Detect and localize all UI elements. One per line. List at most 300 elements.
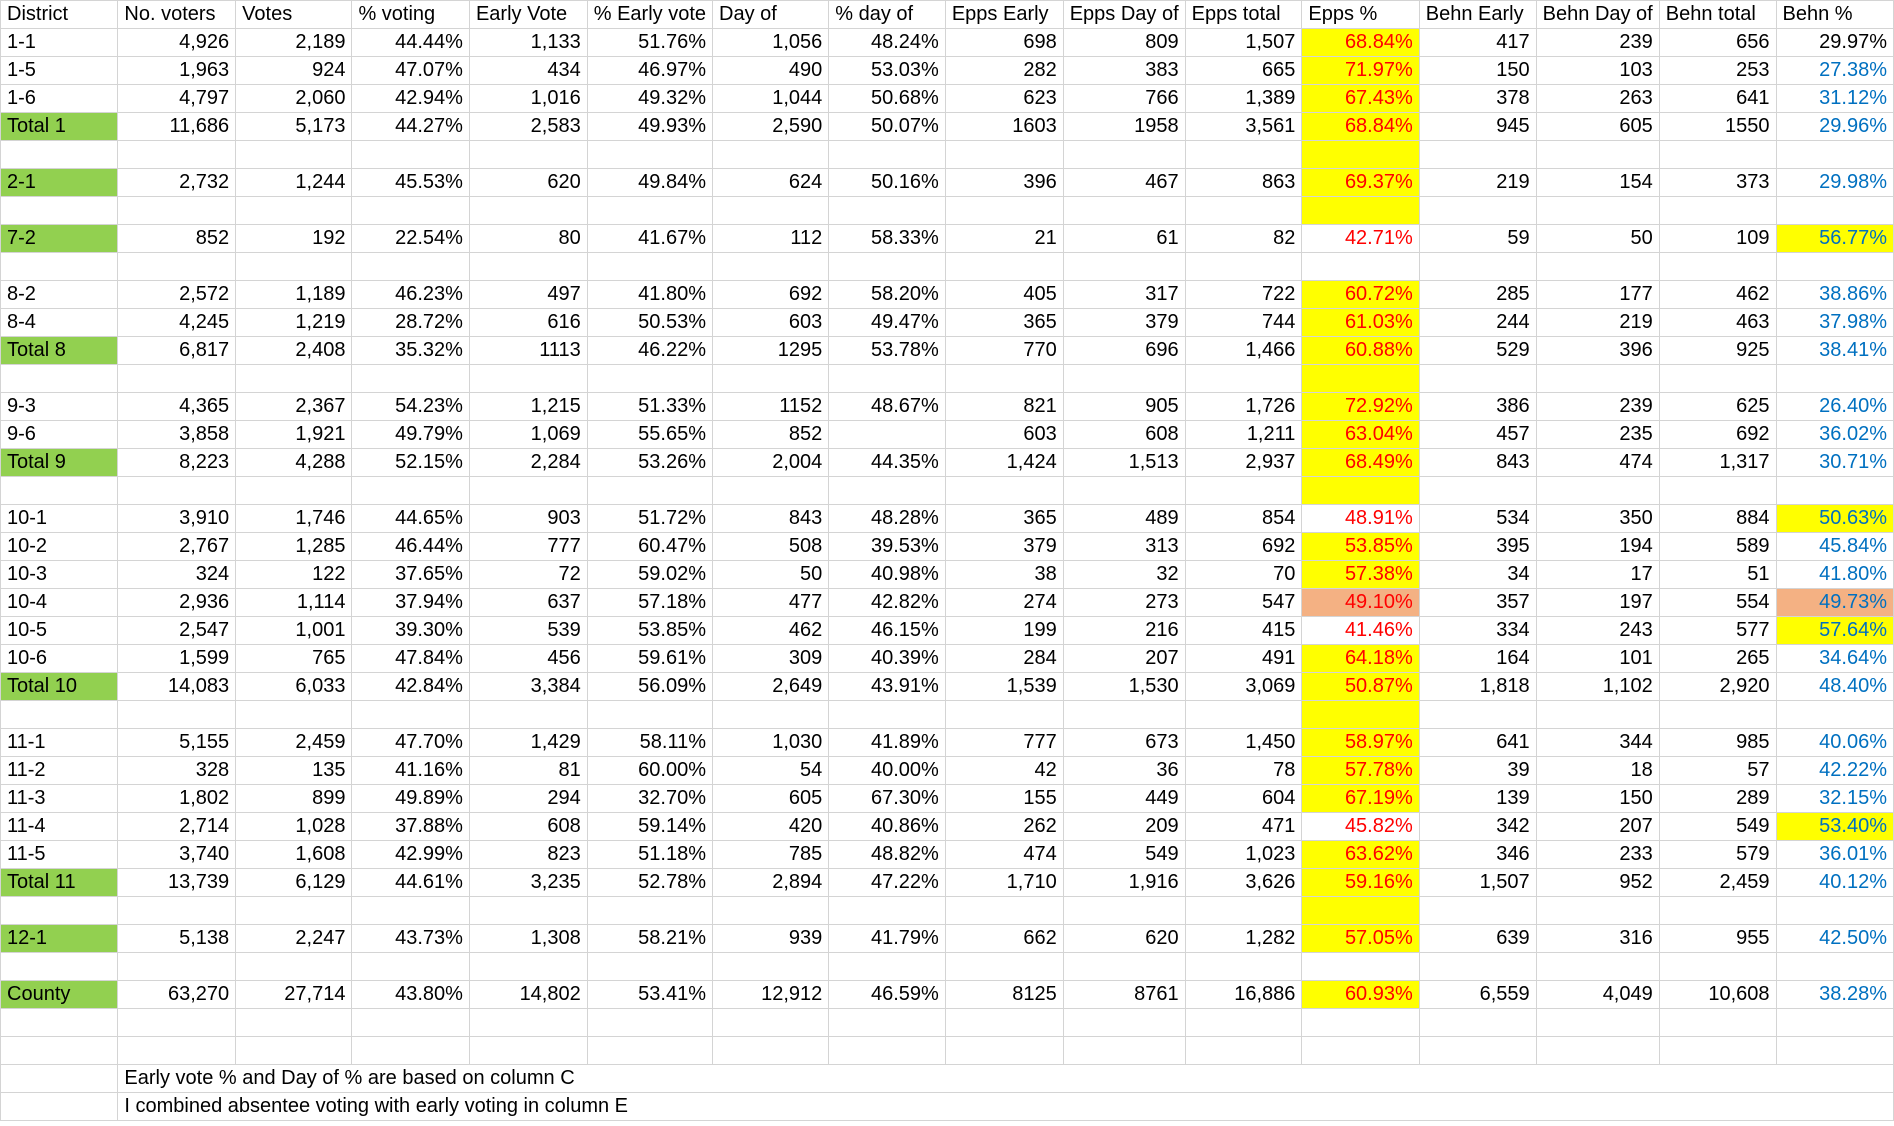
table-cell[interactable]: 843 — [1419, 449, 1536, 477]
table-cell[interactable]: 46.59% — [829, 981, 946, 1009]
table-cell[interactable] — [1776, 477, 1893, 505]
table-cell[interactable]: 139 — [1419, 785, 1536, 813]
table-cell[interactable]: 28.72% — [352, 309, 470, 337]
table-cell[interactable] — [1063, 1037, 1185, 1065]
header-cell-pct-voting[interactable]: % voting — [352, 1, 470, 29]
table-cell[interactable] — [1776, 141, 1893, 169]
table-cell[interactable]: 51.72% — [587, 505, 712, 533]
table-cell[interactable]: 45.82% — [1302, 813, 1419, 841]
table-cell[interactable]: 1,424 — [945, 449, 1063, 477]
table-cell[interactable]: 378 — [1419, 85, 1536, 113]
table-cell[interactable]: 44.61% — [352, 869, 470, 897]
table-cell[interactable]: 1,285 — [236, 533, 352, 561]
table-cell[interactable]: 207 — [1536, 813, 1659, 841]
table-cell[interactable]: 554 — [1659, 589, 1776, 617]
table-cell[interactable] — [587, 701, 712, 729]
table-cell[interactable] — [469, 365, 587, 393]
table-cell[interactable] — [352, 1037, 470, 1065]
table-cell[interactable] — [118, 253, 236, 281]
table-cell[interactable]: 508 — [713, 533, 829, 561]
table-cell[interactable]: 673 — [1063, 729, 1185, 757]
table-cell[interactable]: 41.79% — [829, 925, 946, 953]
table-cell[interactable] — [1, 141, 118, 169]
table-cell[interactable]: 60.93% — [1302, 981, 1419, 1009]
table-cell[interactable] — [587, 953, 712, 981]
table-cell[interactable] — [236, 197, 352, 225]
table-cell[interactable] — [945, 897, 1063, 925]
table-cell[interactable] — [469, 1037, 587, 1065]
table-cell[interactable]: 68.49% — [1302, 449, 1419, 477]
table-cell[interactable] — [118, 953, 236, 981]
table-cell[interactable] — [1419, 701, 1536, 729]
table-cell[interactable]: 2,590 — [713, 113, 829, 141]
table-cell[interactable]: 67.43% — [1302, 85, 1419, 113]
table-cell[interactable] — [1419, 1009, 1536, 1037]
table-cell[interactable]: 1,726 — [1185, 393, 1302, 421]
table-cell[interactable]: 491 — [1185, 645, 1302, 673]
table-cell[interactable]: 38.28% — [1776, 981, 1893, 1009]
table-cell[interactable] — [1536, 701, 1659, 729]
table-cell[interactable] — [829, 141, 946, 169]
table-cell[interactable] — [713, 1037, 829, 1065]
table-cell[interactable] — [352, 477, 470, 505]
table-cell[interactable]: 69.37% — [1302, 169, 1419, 197]
table-cell[interactable]: 1,056 — [713, 29, 829, 57]
table-cell[interactable] — [1419, 197, 1536, 225]
table-cell[interactable]: 42.50% — [1776, 925, 1893, 953]
note-cell[interactable]: Early vote % and Day of % are based on column C — [118, 1065, 1894, 1093]
table-cell[interactable]: 2,459 — [1659, 869, 1776, 897]
table-cell[interactable]: 41.46% — [1302, 617, 1419, 645]
table-cell[interactable]: 273 — [1063, 589, 1185, 617]
table-cell[interactable] — [1185, 477, 1302, 505]
table-cell[interactable] — [713, 953, 829, 981]
table-cell[interactable]: 46.97% — [587, 57, 712, 85]
table-cell[interactable]: 239 — [1536, 29, 1659, 57]
table-cell[interactable]: 11-3 — [1, 785, 118, 813]
table-cell[interactable]: 1,608 — [236, 841, 352, 869]
table-cell[interactable]: 6,817 — [118, 337, 236, 365]
table-cell[interactable]: 48.82% — [829, 841, 946, 869]
table-cell[interactable]: 42.22% — [1776, 757, 1893, 785]
table-cell[interactable] — [829, 365, 946, 393]
table-cell[interactable]: 6,033 — [236, 673, 352, 701]
table-cell[interactable]: 884 — [1659, 505, 1776, 533]
table-cell[interactable]: 579 — [1659, 841, 1776, 869]
table-cell[interactable]: 2,247 — [236, 925, 352, 953]
table-cell[interactable] — [945, 141, 1063, 169]
table-cell[interactable]: 54.23% — [352, 393, 470, 421]
table-cell[interactable]: 365 — [945, 309, 1063, 337]
table-cell[interactable]: 48.67% — [829, 393, 946, 421]
table-cell[interactable]: 50.87% — [1302, 673, 1419, 701]
table-cell[interactable]: 49.89% — [352, 785, 470, 813]
table-cell[interactable]: 13,739 — [118, 869, 236, 897]
table-cell[interactable]: 843 — [713, 505, 829, 533]
table-cell[interactable]: Total 8 — [1, 337, 118, 365]
table-cell[interactable]: 4,926 — [118, 29, 236, 57]
table-cell[interactable]: 852 — [713, 421, 829, 449]
table-cell[interactable]: 605 — [1536, 113, 1659, 141]
table-cell[interactable]: 1,114 — [236, 589, 352, 617]
table-cell[interactable] — [118, 701, 236, 729]
table-cell[interactable]: 9-6 — [1, 421, 118, 449]
table-cell[interactable] — [587, 477, 712, 505]
table-cell[interactable] — [1659, 365, 1776, 393]
table-cell[interactable]: 50 — [1536, 225, 1659, 253]
table-cell[interactable]: 57.38% — [1302, 561, 1419, 589]
table-cell[interactable]: 67.19% — [1302, 785, 1419, 813]
table-cell[interactable]: 53.85% — [1302, 533, 1419, 561]
table-cell[interactable]: 8-2 — [1, 281, 118, 309]
table-cell[interactable]: 155 — [945, 785, 1063, 813]
table-cell[interactable]: 45.84% — [1776, 533, 1893, 561]
table-cell[interactable]: 294 — [469, 785, 587, 813]
table-cell[interactable] — [352, 953, 470, 981]
table-cell[interactable]: 854 — [1185, 505, 1302, 533]
table-cell[interactable]: 342 — [1419, 813, 1536, 841]
table-cell[interactable]: 40.06% — [1776, 729, 1893, 757]
table-cell[interactable]: 244 — [1419, 309, 1536, 337]
table-cell[interactable]: 53.40% — [1776, 813, 1893, 841]
table-cell[interactable] — [1302, 1037, 1419, 1065]
table-cell[interactable] — [236, 477, 352, 505]
table-cell[interactable] — [1063, 365, 1185, 393]
note-cell[interactable]: I combined absentee voting with early voting in column E — [118, 1093, 1894, 1121]
table-cell[interactable] — [236, 1037, 352, 1065]
table-cell[interactable]: 40.86% — [829, 813, 946, 841]
table-cell[interactable]: 1,317 — [1659, 449, 1776, 477]
table-cell[interactable]: 59.61% — [587, 645, 712, 673]
table-cell[interactable]: 608 — [1063, 421, 1185, 449]
table-cell[interactable]: 603 — [713, 309, 829, 337]
table-cell[interactable] — [1185, 953, 1302, 981]
table-cell[interactable] — [829, 701, 946, 729]
table-cell[interactable]: 44.44% — [352, 29, 470, 57]
table-cell[interactable]: 53.41% — [587, 981, 712, 1009]
table-cell[interactable] — [829, 1037, 946, 1065]
table-cell[interactable]: 72.92% — [1302, 393, 1419, 421]
table-cell[interactable]: 4,288 — [236, 449, 352, 477]
table-cell[interactable] — [713, 701, 829, 729]
table-cell[interactable]: 692 — [1185, 533, 1302, 561]
table-cell[interactable] — [829, 477, 946, 505]
table-cell[interactable]: 1,030 — [713, 729, 829, 757]
table-cell[interactable]: 821 — [945, 393, 1063, 421]
table-cell[interactable]: 490 — [713, 57, 829, 85]
table-cell[interactable]: 605 — [713, 785, 829, 813]
table-cell[interactable]: 10-6 — [1, 645, 118, 673]
table-cell[interactable]: 154 — [1536, 169, 1659, 197]
table-cell[interactable]: 219 — [1536, 309, 1659, 337]
table-cell[interactable]: 415 — [1185, 617, 1302, 645]
table-cell[interactable]: 604 — [1185, 785, 1302, 813]
table-cell[interactable] — [1302, 365, 1419, 393]
table-cell[interactable] — [713, 365, 829, 393]
table-cell[interactable]: 60.00% — [587, 757, 712, 785]
table-cell[interactable]: 40.00% — [829, 757, 946, 785]
table-cell[interactable]: 379 — [945, 533, 1063, 561]
table-cell[interactable]: Total 1 — [1, 113, 118, 141]
table-cell[interactable]: 2,367 — [236, 393, 352, 421]
table-cell[interactable]: 216 — [1063, 617, 1185, 645]
table-cell[interactable]: 58.11% — [587, 729, 712, 757]
table-cell[interactable]: 4,245 — [118, 309, 236, 337]
table-cell[interactable]: 1,282 — [1185, 925, 1302, 953]
table-cell[interactable] — [1, 1037, 118, 1065]
table-cell[interactable]: 51.33% — [587, 393, 712, 421]
table-cell[interactable]: 765 — [236, 645, 352, 673]
table-cell[interactable]: 10-2 — [1, 533, 118, 561]
table-cell[interactable]: 4,797 — [118, 85, 236, 113]
table-cell[interactable]: 31.12% — [1776, 85, 1893, 113]
table-cell[interactable]: 41.80% — [587, 281, 712, 309]
table-cell[interactable]: 72 — [469, 561, 587, 589]
table-cell[interactable] — [352, 253, 470, 281]
table-cell[interactable] — [118, 141, 236, 169]
table-cell[interactable]: 5,173 — [236, 113, 352, 141]
header-cell-votes[interactable]: Votes — [236, 1, 352, 29]
table-cell[interactable]: 309 — [713, 645, 829, 673]
table-cell[interactable]: 112 — [713, 225, 829, 253]
header-cell-behn-pct[interactable]: Behn % — [1776, 1, 1893, 29]
table-cell[interactable]: 3,910 — [118, 505, 236, 533]
table-cell[interactable]: 2,547 — [118, 617, 236, 645]
table-cell[interactable] — [587, 253, 712, 281]
table-cell[interactable]: 38.41% — [1776, 337, 1893, 365]
table-cell[interactable]: 346 — [1419, 841, 1536, 869]
table-cell[interactable]: 1,916 — [1063, 869, 1185, 897]
table-cell[interactable] — [1, 1093, 118, 1121]
table-cell[interactable]: 474 — [1536, 449, 1659, 477]
table-cell[interactable]: 53.85% — [587, 617, 712, 645]
table-cell[interactable]: 692 — [713, 281, 829, 309]
table-cell[interactable]: 1,507 — [1419, 869, 1536, 897]
table-cell[interactable]: 7-2 — [1, 225, 118, 253]
table-cell[interactable]: 192 — [236, 225, 352, 253]
table-cell[interactable]: 164 — [1419, 645, 1536, 673]
table-cell[interactable]: 40.39% — [829, 645, 946, 673]
table-cell[interactable] — [713, 1009, 829, 1037]
table-cell[interactable]: 82 — [1185, 225, 1302, 253]
table-cell[interactable]: 18 — [1536, 757, 1659, 785]
table-cell[interactable]: 665 — [1185, 57, 1302, 85]
table-cell[interactable]: 49.73% — [1776, 589, 1893, 617]
table-cell[interactable]: 51.76% — [587, 29, 712, 57]
header-cell-behn-total[interactable]: Behn total — [1659, 1, 1776, 29]
table-cell[interactable]: 1603 — [945, 113, 1063, 141]
table-cell[interactable]: 744 — [1185, 309, 1302, 337]
table-cell[interactable]: 63.62% — [1302, 841, 1419, 869]
header-cell-epps-total[interactable]: Epps total — [1185, 1, 1302, 29]
table-cell[interactable]: 383 — [1063, 57, 1185, 85]
table-cell[interactable]: 50.68% — [829, 85, 946, 113]
table-cell[interactable]: 265 — [1659, 645, 1776, 673]
table-cell[interactable] — [469, 953, 587, 981]
table-cell[interactable]: 44.65% — [352, 505, 470, 533]
table-cell[interactable] — [1776, 1037, 1893, 1065]
table-cell[interactable]: 396 — [945, 169, 1063, 197]
table-cell[interactable]: 37.94% — [352, 589, 470, 617]
table-cell[interactable]: 61.03% — [1302, 309, 1419, 337]
table-cell[interactable]: 577 — [1659, 617, 1776, 645]
table-cell[interactable]: 1,530 — [1063, 673, 1185, 701]
table-cell[interactable]: 1,802 — [118, 785, 236, 813]
table-cell[interactable] — [945, 477, 1063, 505]
table-cell[interactable]: 474 — [945, 841, 1063, 869]
table-cell[interactable]: 1,429 — [469, 729, 587, 757]
table-cell[interactable]: 48.24% — [829, 29, 946, 57]
table-cell[interactable] — [1, 897, 118, 925]
table-cell[interactable]: 5,155 — [118, 729, 236, 757]
table-cell[interactable]: 54 — [713, 757, 829, 785]
table-cell[interactable]: 608 — [469, 813, 587, 841]
table-cell[interactable]: 1,308 — [469, 925, 587, 953]
table-cell[interactable]: 2,583 — [469, 113, 587, 141]
table-cell[interactable] — [1302, 701, 1419, 729]
table-cell[interactable]: 64.18% — [1302, 645, 1419, 673]
table-cell[interactable]: 379 — [1063, 309, 1185, 337]
table-cell[interactable]: 497 — [469, 281, 587, 309]
table-cell[interactable]: Total 10 — [1, 673, 118, 701]
table-cell[interactable]: 405 — [945, 281, 1063, 309]
table-cell[interactable]: 924 — [236, 57, 352, 85]
table-cell[interactable]: 1-1 — [1, 29, 118, 57]
table-cell[interactable]: 529 — [1419, 337, 1536, 365]
table-cell[interactable]: 662 — [945, 925, 1063, 953]
table-cell[interactable] — [1302, 253, 1419, 281]
table-cell[interactable]: 1,023 — [1185, 841, 1302, 869]
table-cell[interactable]: 1,211 — [1185, 421, 1302, 449]
table-cell[interactable]: 357 — [1419, 589, 1536, 617]
table-cell[interactable] — [1536, 365, 1659, 393]
table-cell[interactable] — [118, 897, 236, 925]
table-cell[interactable] — [1659, 197, 1776, 225]
table-cell[interactable]: 61 — [1063, 225, 1185, 253]
table-cell[interactable]: 3,069 — [1185, 673, 1302, 701]
table-cell[interactable]: 549 — [1659, 813, 1776, 841]
table-cell[interactable] — [352, 141, 470, 169]
table-cell[interactable]: 53.26% — [587, 449, 712, 477]
table-cell[interactable] — [713, 197, 829, 225]
table-cell[interactable]: 38 — [945, 561, 1063, 589]
table-cell[interactable]: 766 — [1063, 85, 1185, 113]
table-cell[interactable] — [1302, 141, 1419, 169]
table-cell[interactable]: 692 — [1659, 421, 1776, 449]
table-cell[interactable] — [713, 141, 829, 169]
table-cell[interactable]: 51.18% — [587, 841, 712, 869]
table-cell[interactable]: 29.96% — [1776, 113, 1893, 141]
table-cell[interactable] — [1185, 1009, 1302, 1037]
header-cell-epps-pct[interactable]: Epps % — [1302, 1, 1419, 29]
table-cell[interactable] — [1063, 953, 1185, 981]
table-cell[interactable]: 51 — [1659, 561, 1776, 589]
table-cell[interactable]: 549 — [1063, 841, 1185, 869]
table-cell[interactable]: 6,129 — [236, 869, 352, 897]
table-cell[interactable]: 14,083 — [118, 673, 236, 701]
table-cell[interactable]: 625 — [1659, 393, 1776, 421]
table-cell[interactable]: 1,069 — [469, 421, 587, 449]
table-cell[interactable]: 456 — [469, 645, 587, 673]
table-cell[interactable]: 2,937 — [1185, 449, 1302, 477]
table-cell[interactable]: 344 — [1536, 729, 1659, 757]
table-cell[interactable]: 4,365 — [118, 393, 236, 421]
table-cell[interactable]: 68.84% — [1302, 29, 1419, 57]
table-cell[interactable]: 3,561 — [1185, 113, 1302, 141]
table-cell[interactable]: 462 — [1659, 281, 1776, 309]
table-cell[interactable]: 235 — [1536, 421, 1659, 449]
table-cell[interactable]: 641 — [1659, 85, 1776, 113]
table-cell[interactable]: 26.40% — [1776, 393, 1893, 421]
table-cell[interactable]: 637 — [469, 589, 587, 617]
table-cell[interactable]: 103 — [1536, 57, 1659, 85]
table-cell[interactable] — [1185, 897, 1302, 925]
table-cell[interactable]: 50 — [713, 561, 829, 589]
table-cell[interactable] — [1, 701, 118, 729]
table-cell[interactable]: 71.97% — [1302, 57, 1419, 85]
table-cell[interactable]: 44.35% — [829, 449, 946, 477]
table-cell[interactable]: 43.91% — [829, 673, 946, 701]
table-cell[interactable]: 253 — [1659, 57, 1776, 85]
table-cell[interactable] — [1419, 477, 1536, 505]
table-cell[interactable]: 58.33% — [829, 225, 946, 253]
table-cell[interactable]: 41.67% — [587, 225, 712, 253]
table-cell[interactable]: 1113 — [469, 337, 587, 365]
table-cell[interactable]: 1,710 — [945, 869, 1063, 897]
table-cell[interactable]: 40.98% — [829, 561, 946, 589]
table-cell[interactable]: 656 — [1659, 29, 1776, 57]
table-cell[interactable]: 263 — [1536, 85, 1659, 113]
table-cell[interactable]: 38.86% — [1776, 281, 1893, 309]
table-cell[interactable] — [945, 701, 1063, 729]
table-cell[interactable]: 59.02% — [587, 561, 712, 589]
table-cell[interactable]: 63.04% — [1302, 421, 1419, 449]
table-cell[interactable]: 122 — [236, 561, 352, 589]
table-cell[interactable]: 6,559 — [1419, 981, 1536, 1009]
table-cell[interactable]: 48.28% — [829, 505, 946, 533]
table-cell[interactable]: 59 — [1419, 225, 1536, 253]
table-cell[interactable] — [469, 701, 587, 729]
table-cell[interactable]: 925 — [1659, 337, 1776, 365]
table-cell[interactable]: 1,244 — [236, 169, 352, 197]
table-cell[interactable] — [118, 1009, 236, 1037]
table-cell[interactable]: 1,507 — [1185, 29, 1302, 57]
table-cell[interactable]: 8125 — [945, 981, 1063, 1009]
table-cell[interactable] — [1776, 897, 1893, 925]
table-cell[interactable]: 58.97% — [1302, 729, 1419, 757]
table-cell[interactable]: 1,001 — [236, 617, 352, 645]
table-cell[interactable] — [587, 141, 712, 169]
table-cell[interactable] — [1, 477, 118, 505]
table-cell[interactable]: 17 — [1536, 561, 1659, 589]
table-cell[interactable] — [469, 897, 587, 925]
table-cell[interactable]: 42.82% — [829, 589, 946, 617]
table-cell[interactable] — [1776, 253, 1893, 281]
table-cell[interactable] — [352, 365, 470, 393]
header-cell-behn-day-of[interactable]: Behn Day of — [1536, 1, 1659, 29]
table-cell[interactable] — [829, 1009, 946, 1037]
table-cell[interactable]: 57.18% — [587, 589, 712, 617]
table-cell[interactable]: 57 — [1659, 757, 1776, 785]
table-cell[interactable] — [352, 1009, 470, 1037]
table-cell[interactable] — [352, 701, 470, 729]
table-cell[interactable] — [829, 197, 946, 225]
table-cell[interactable] — [1659, 953, 1776, 981]
table-cell[interactable] — [1659, 141, 1776, 169]
table-cell[interactable]: 36.02% — [1776, 421, 1893, 449]
table-cell[interactable] — [236, 365, 352, 393]
table-cell[interactable]: 36.01% — [1776, 841, 1893, 869]
